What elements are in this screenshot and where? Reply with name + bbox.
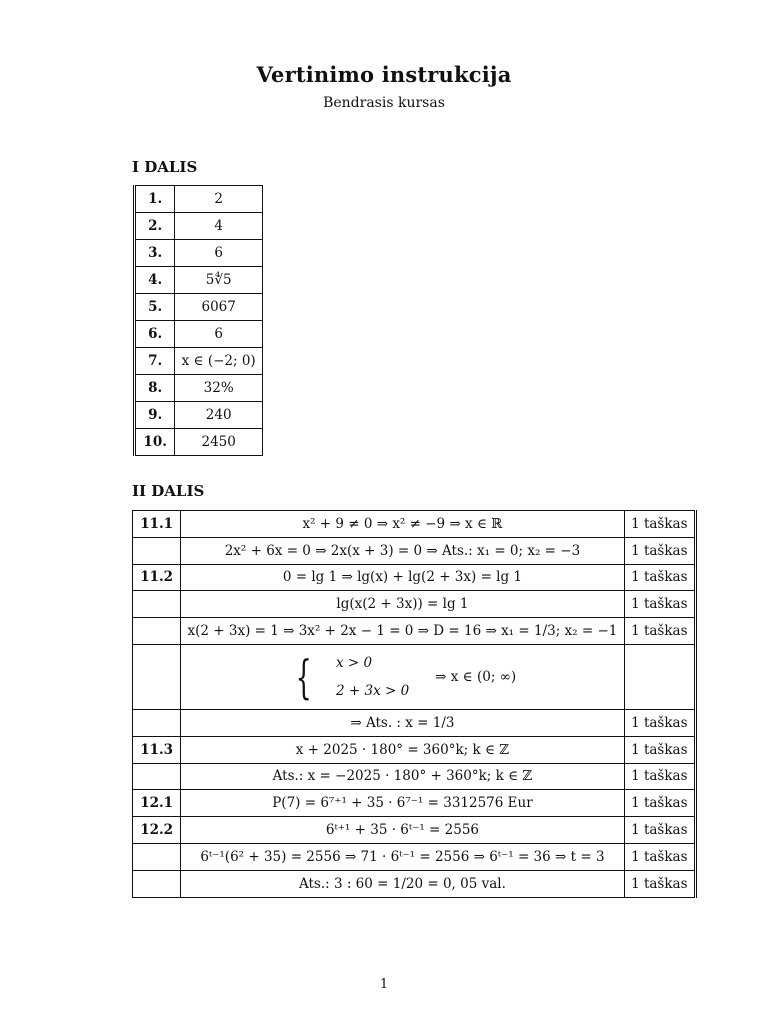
solution-step: 0 = lg 1 ⇒ lg(x) + lg(2 + 3x) = lg 1 [181,564,624,591]
points-cell: 1 taškas [624,870,695,897]
table-row [135,321,263,348]
task-number [133,537,181,564]
task-number [133,709,181,736]
task-number [133,644,181,709]
solution-step: 2x² + 6x = 0 ⇒ 2x(x + 3) = 0 ⇒ Ats.: x₁ = 0; x₂ = −3 [181,537,624,564]
points-cell: 1 taškas [624,790,695,817]
answer-value: 6 [175,321,263,348]
table-row [135,348,263,375]
question-number: 9. [135,402,175,429]
page-number: 1 [379,977,389,992]
left-brace-glyph: { [295,649,312,704]
points-cell: 1 taškas [624,843,695,870]
table-row [133,817,696,844]
table-row [133,843,696,870]
table-row [133,870,696,897]
points-cell: 1 taškas [624,736,695,763]
solution-step: x(2 + 3x) = 1 ⇒ 3x² + 2x − 1 = 0 ⇒ D = 16 ⇒ x₁ = 1/3; x₂ = −1 [181,618,624,645]
answer-value: 240 [175,402,263,429]
table-row [135,294,263,321]
solution-step: 6ᵗ⁻¹(6² + 35) = 2556 ⇒ 71 · 6ᵗ⁻¹ = 2556 ⇒ 6ᵗ⁻¹ = 36 ⇒ t = 3 [181,843,624,870]
question-number: 7. [135,348,175,375]
task-number [133,843,181,870]
task-number [133,870,181,897]
answer-value: 32% [175,375,263,402]
inequality-system [181,644,624,709]
part2-heading: II DALIS [132,482,205,500]
question-number: 6. [135,321,175,348]
table-row [135,429,263,456]
task-number: 11.3 [133,736,181,763]
table-row [133,591,696,618]
task-number: 12.2 [133,817,181,844]
table-row [133,644,696,709]
answer-value: x ∈ (−2; 0) [175,348,263,375]
solution-step: x² + 9 ≠ 0 ⇒ x² ≠ −9 ⇒ x ∈ ℝ [181,511,624,538]
points-cell: 1 taškas [624,591,695,618]
task-number: 11.1 [133,511,181,538]
points-cell: 1 taškas [624,763,695,790]
document-title: Vertinimo instrukcija [256,62,512,87]
table-row [133,618,696,645]
table-row [133,763,696,790]
answer-value: 4 [175,213,263,240]
solution-step: Ats.: 3 : 60 = 1/20 = 0, 05 val. [181,870,624,897]
question-number: 8. [135,375,175,402]
points-cell: 1 taškas [624,537,695,564]
table-row [133,511,696,538]
points-cell [624,644,695,709]
solution-step: P(7) = 6⁷⁺¹ + 35 · 6⁷⁻¹ = 3312576 Eur [181,790,624,817]
question-number: 1. [135,186,175,213]
table-row [133,564,696,591]
part1-heading: I DALIS [132,158,198,176]
answer-value: 5∜5 [175,267,263,294]
points-cell: 1 taškas [624,817,695,844]
solution-step: x + 2025 · 180° = 360°k; k ∈ ℤ [181,736,624,763]
table-row [135,267,263,294]
table-row [135,402,263,429]
system-line-1: x > 0 [336,654,373,671]
question-number: 5. [135,294,175,321]
document-subtitle: Bendrasis kursas [323,95,445,111]
answer-value: 6067 [175,294,263,321]
part1-answer-table [133,185,263,456]
points-cell: 1 taškas [624,709,695,736]
table-row [135,186,263,213]
table-row [133,537,696,564]
question-number: 3. [135,240,175,267]
question-number: 10. [135,429,175,456]
table-row [135,213,263,240]
task-number: 11.2 [133,564,181,591]
points-cell: 1 taškas [624,564,695,591]
solution-step: Ats.: x = −2025 · 180° + 360°k; k ∈ ℤ [181,763,624,790]
answer-value: 2 [175,186,263,213]
answer-value: 6 [175,240,263,267]
answer-value: 2450 [175,429,263,456]
task-number [133,618,181,645]
table-row [133,736,696,763]
table-row [133,709,696,736]
solution-step: 6ᵗ⁺¹ + 35 · 6ᵗ⁻¹ = 2556 [181,817,624,844]
table-row [135,375,263,402]
solution-step: ⇒ Ats. : x = 1/3 [181,709,624,736]
task-number: 12.1 [133,790,181,817]
points-cell: 1 taškas [624,511,695,538]
system-line-2: 2 + 3x > 0 [336,682,410,699]
part2-solution-table [132,510,697,898]
system-result: ⇒ x ∈ (0; ∞) [435,668,517,685]
question-number: 2. [135,213,175,240]
solution-step: lg(x(2 + 3x)) = lg 1 [181,591,624,618]
task-number [133,763,181,790]
table-row [133,790,696,817]
question-number: 4. [135,267,175,294]
table-row [135,240,263,267]
task-number [133,591,181,618]
points-cell: 1 taškas [624,618,695,645]
